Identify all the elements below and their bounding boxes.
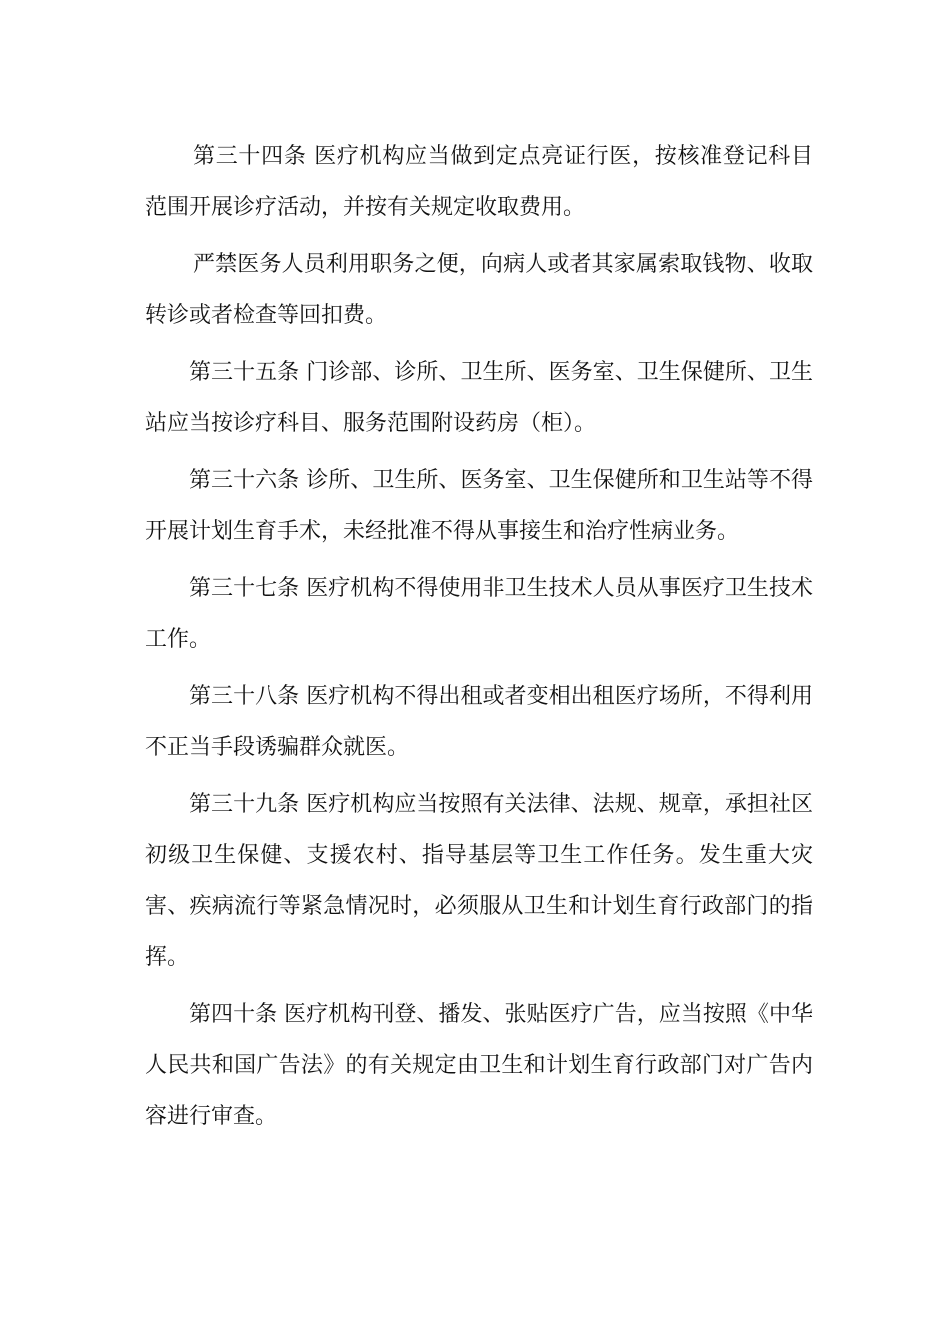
article-36-paragraph: 第三十六条 诊所、卫生所、医务室、卫生保健所和卫生站等不得开展计划生育手术，未经批准不得从事接生和治疗性病业务。 <box>145 468 813 544</box>
article-38-paragraph: 第三十八条 医疗机构不得出租或者变相出租医疗场所，不得利用不正当手段诱骗群众就医。 <box>145 684 813 760</box>
document-body <box>145 131 813 1148</box>
article-34-paragraph: 第三十四条 医疗机构应当做到定点亮证行医，按核准登记科目范围开展诊疗活动，并按有关规定收取费用。 <box>145 144 813 220</box>
article-35-paragraph: 第三十五条 门诊部、诊所、卫生所、医务室、卫生保健所、卫生站应当按诊疗科目、服务范围附设药房（柜）。 <box>145 360 813 436</box>
article-37-paragraph: 第三十七条 医疗机构不得使用非卫生技术人员从事医疗卫生技术工作。 <box>145 576 813 652</box>
article-39-paragraph: 第三十九条 医疗机构应当按照有关法律、法规、规章，承担社区初级卫生保健、支援农村、指导基层等卫生工作任务。发生重大灾害、疾病流行等紧急情况时，必须服从卫生和计划生育行政部门的指挥。 <box>145 792 813 970</box>
article-40-paragraph: 第四十条 医疗机构刊登、播发、张贴医疗广告，应当按照《中华人民共和国广告法》的有关规定由卫生和计划生育行政部门对广告内容进行审查。 <box>145 1002 813 1129</box>
article-34-second-paragraph: 严禁医务人员利用职务之便，向病人或者其家属索取钱物、收取转诊或者检查等回扣费。 <box>145 252 813 328</box>
